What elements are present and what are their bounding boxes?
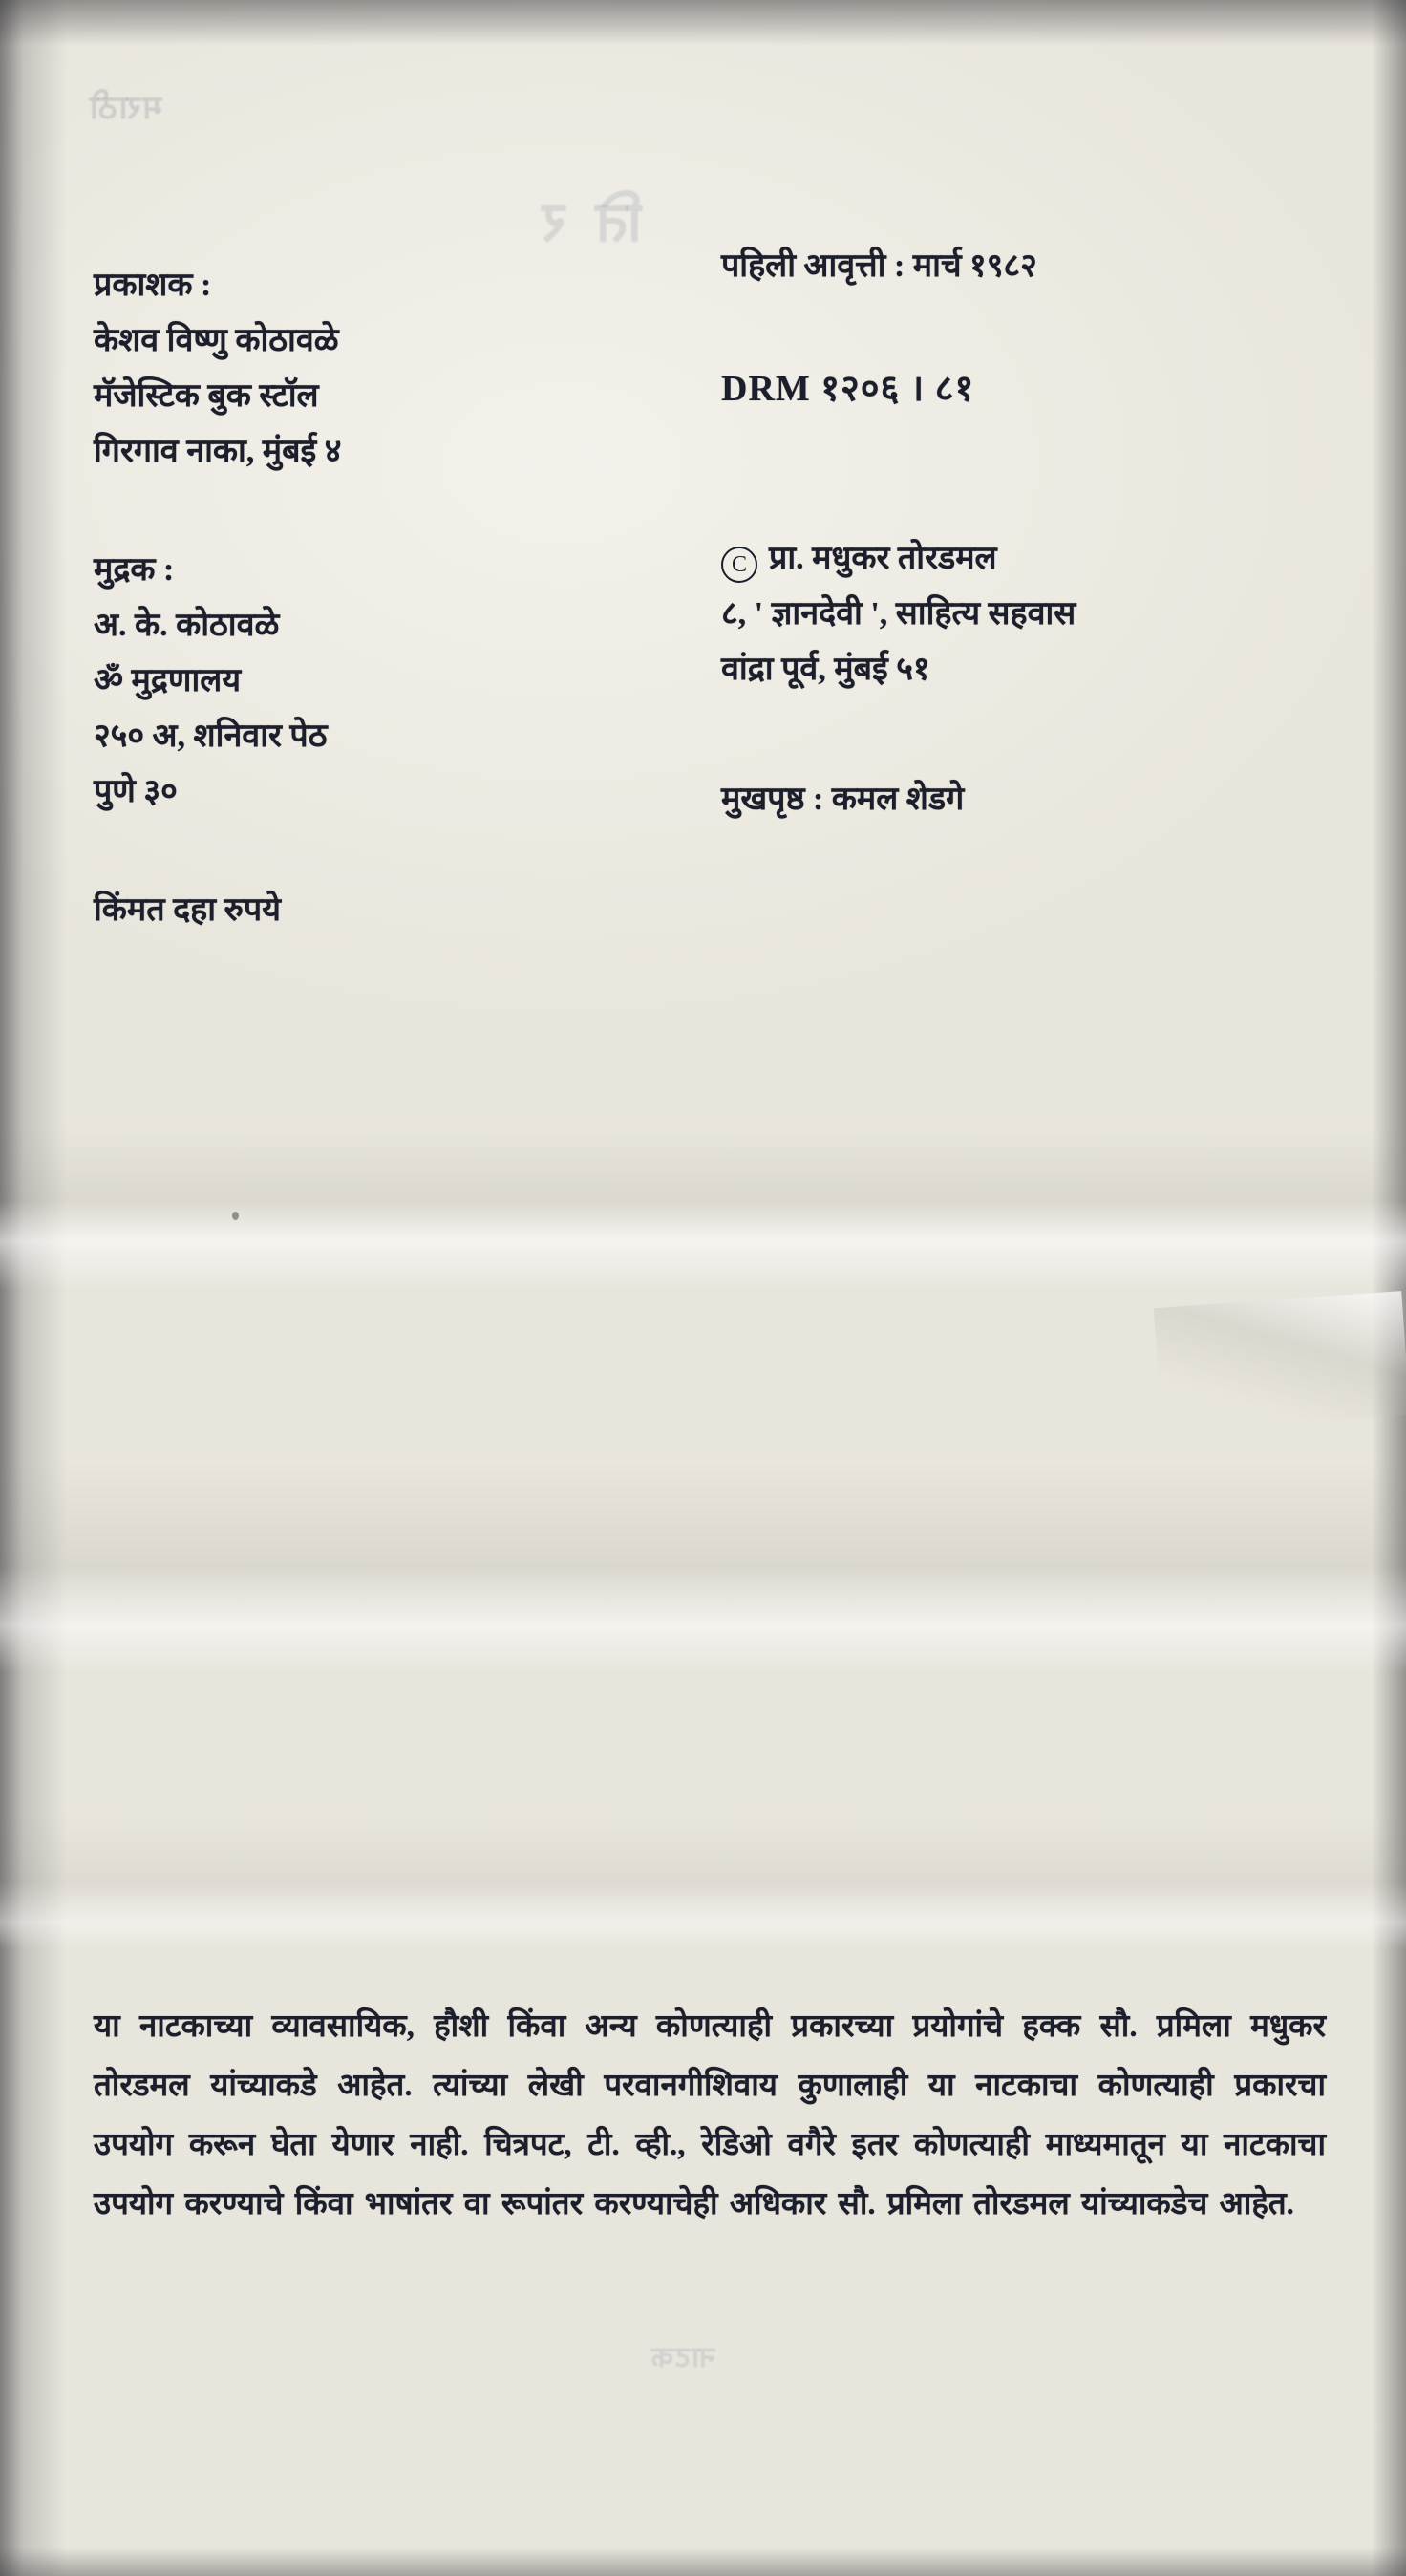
paper-crease-lower [0,1815,1406,1949]
copyright-row [721,531,1313,587]
page-left-shadow [0,0,67,2576]
price-label: किंमत दहा रुपये [94,892,281,928]
printer-address: २५० अ, शनिवार पेठ [94,719,328,754]
paper-crease-upper [0,1127,1406,1290]
cover-credit: मुखपृष्ठ : कमल शेडगे [721,782,965,817]
paper-crease-middle [0,1462,1406,1672]
publisher-block [94,258,628,480]
imprint-left-column [94,258,628,938]
publisher-name: केशव विष्णु कोठावळे [94,323,339,358]
legal-notice-paragraph: या नाटकाच्या व्यावसायिक, हौशी किंवा अन्य कोणत्याही प्रकारच्या प्रयोगांचे हक्क सौ. प्रमिला मधुकर तोरडमल यांच्याकडे आहेत. त्यांच्या लेखी परवानगीशिवाय कुणालाही या नाटकाचा कोणत्याही प्रकारचा उपयोग करून घेता येणार नाही. चित्रपट, टी. व्ही., रेडिओ वगैरे इतर कोणत्याही माध्यमातून या नाटकाचा उपयोग करण्याचे किंवा भाषांतर वा रूपांतर करण्याचेही अधिकार सौ. प्रमिला तोरडमल यांच्याकडेच आहेत. [94,2009,1326,2222]
page-top-shadow [0,0,1406,46]
publisher-imprint: मॅजेस्टिक बुक स्टॉल [94,378,319,414]
printer-press: ॐ मुद्रणालय [94,663,242,698]
imprint-right-column [721,239,1313,827]
copyright-icon: C [721,547,757,583]
printer-block [94,543,628,820]
page-bottom-shadow [0,2547,1406,2576]
paper-speck [232,1212,239,1220]
copyright-address-line-1: ८, ' ज्ञानदेवी ', साहित्य सहवास [721,596,1076,632]
copyright-address-line-2: वांद्रा पूर्व, मुंबई ५१ [721,652,930,687]
page-right-shadow [1372,0,1406,2576]
drm-code: DRM १२०६ । ८१ [721,369,975,409]
bleedthrough-text-top-left: मराठी [88,90,162,126]
bleedthrough-text-bottom-right: नाटक [650,2342,715,2373]
publisher-address: गिरगाव नाका, मुंबई ४ [94,434,342,469]
publisher-label: प्रकाशक : [94,268,212,303]
edition-label: पहिली आवृत्ती : मार्च १९८२ [721,248,1037,284]
printer-label: मुद्रक : [94,552,175,588]
printer-city: पुणे ३० [94,774,178,809]
printer-name: अ. के. कोठावळे [94,608,280,643]
paper-fold-highlight [1154,1291,1406,1432]
copyright-holder: प्रा. मधुकर तोरडमल [769,541,997,576]
bleedthrough-text-mid-right: ति र [535,191,642,253]
